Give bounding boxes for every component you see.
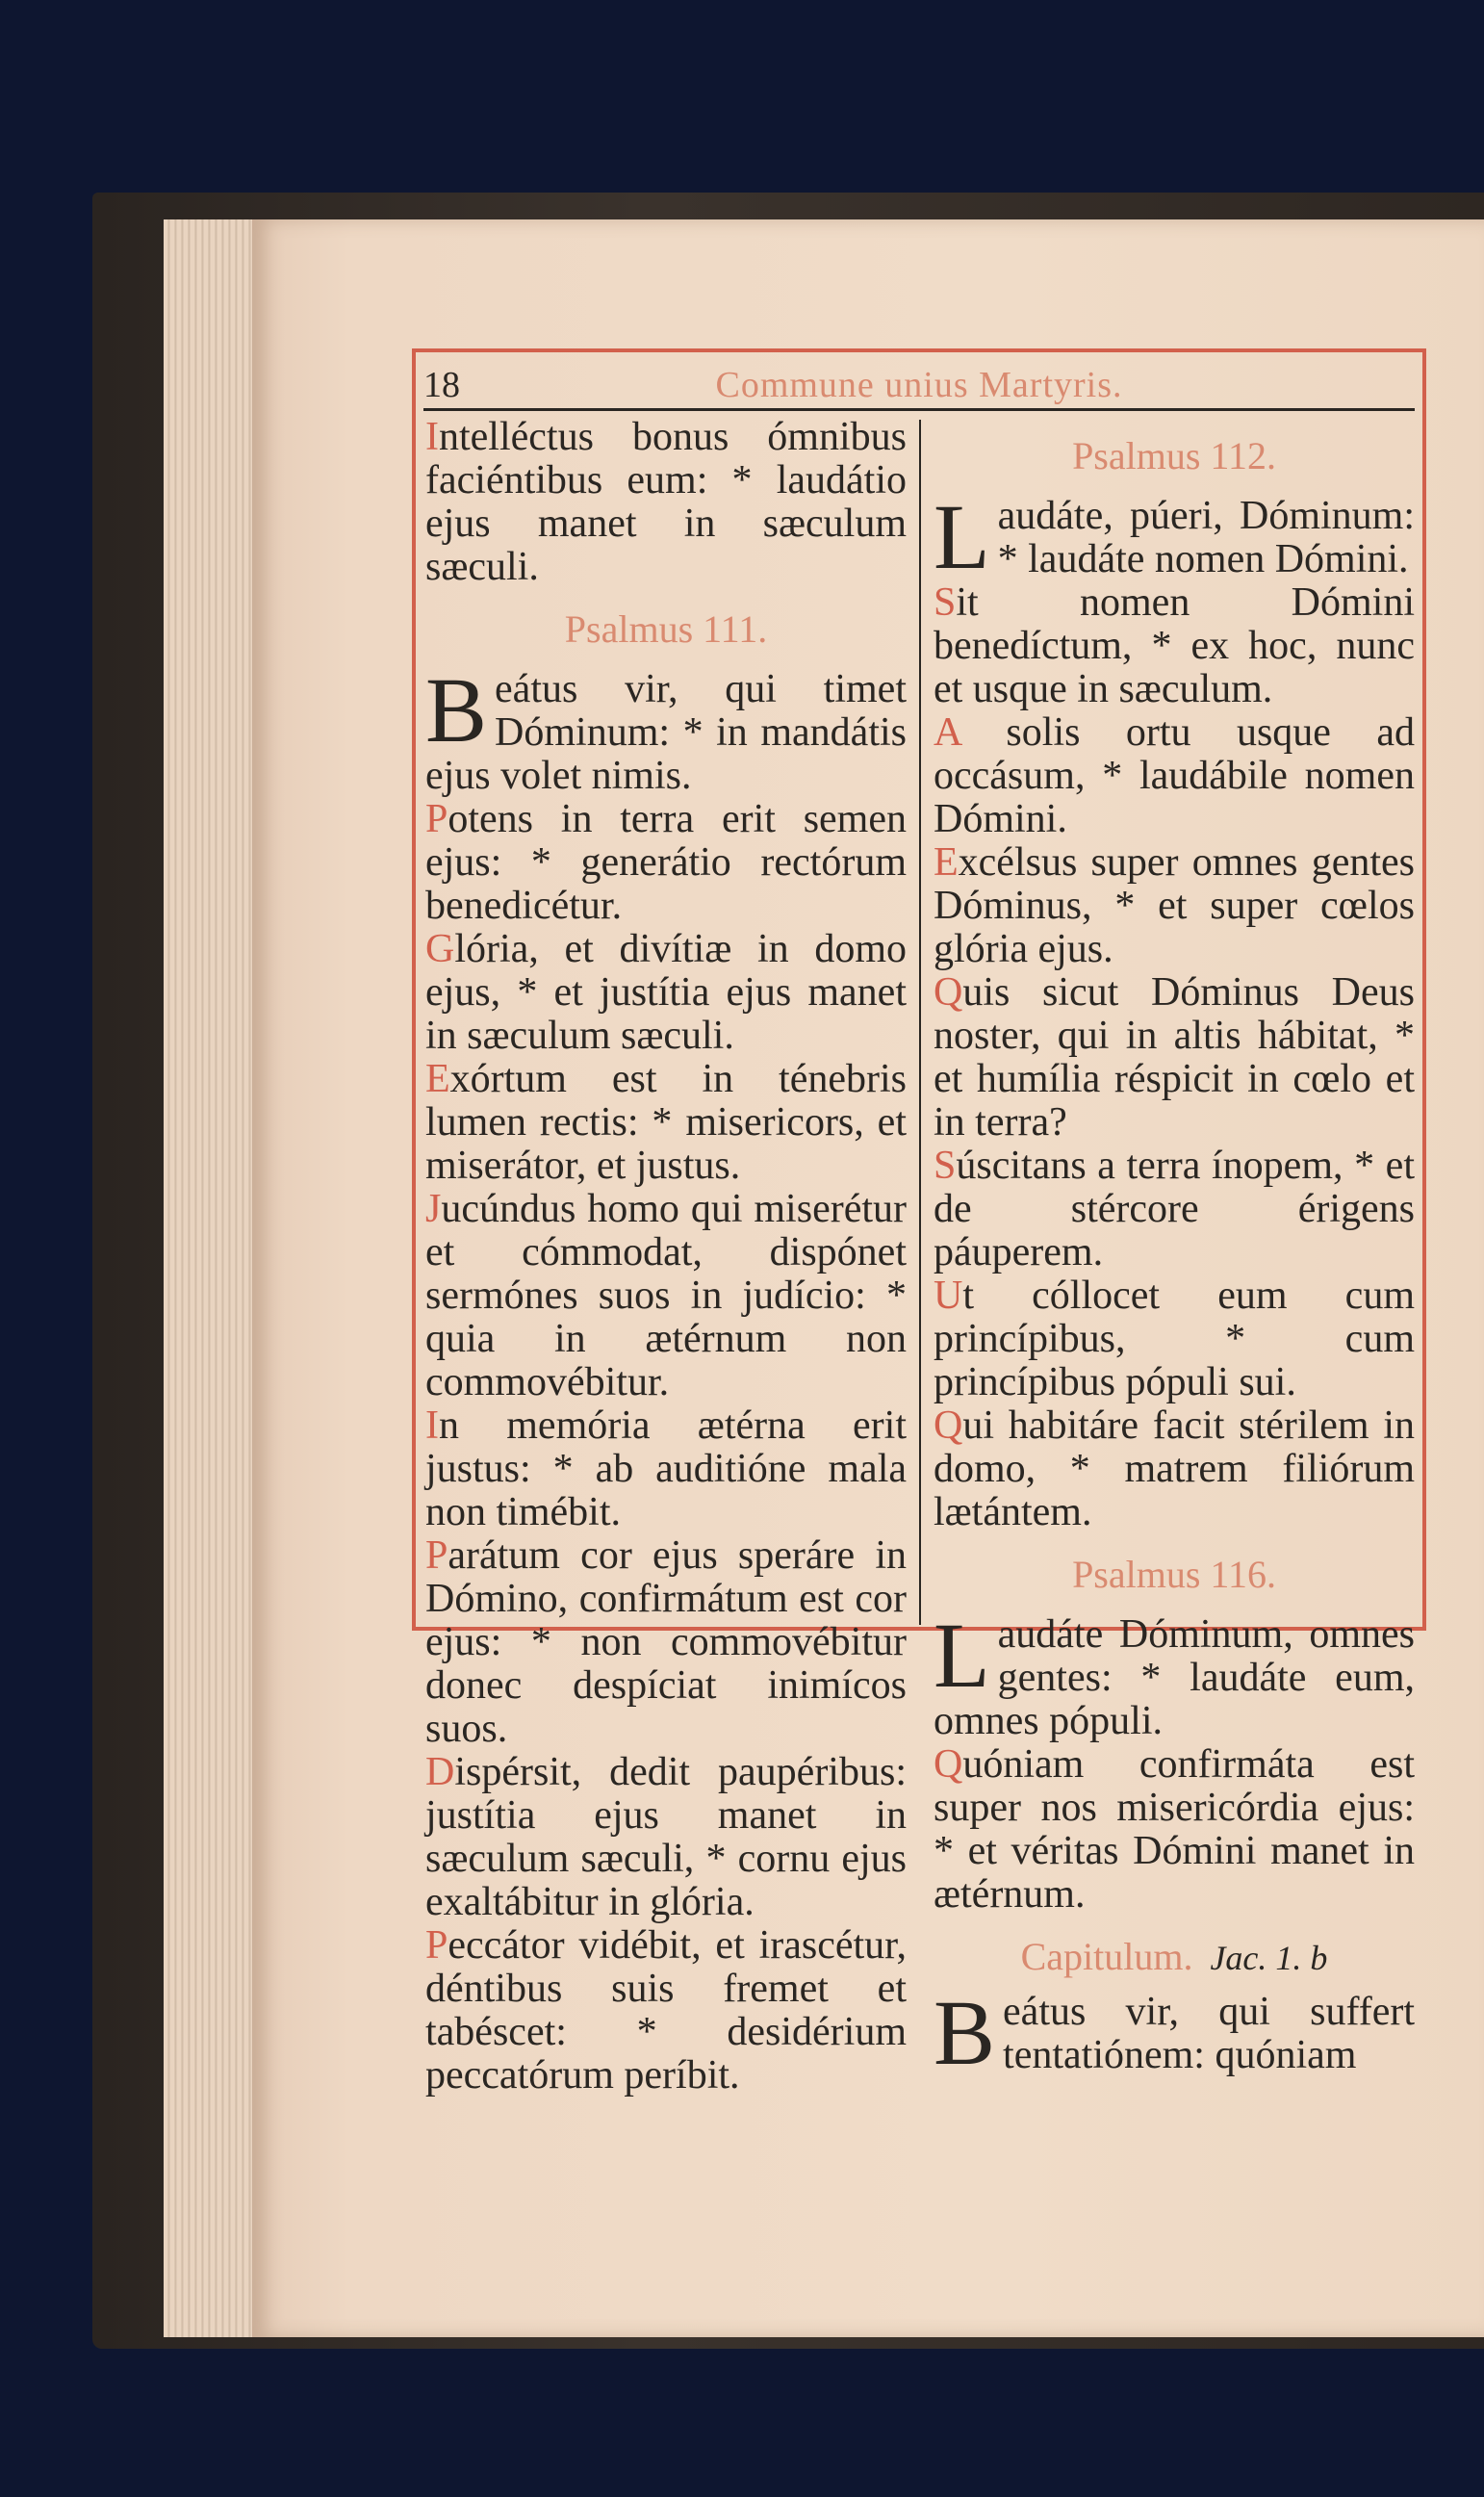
- verse-text: ucúndus homo qui miserétur et cómmodat, dispónet sermónes suos in judício: * quia in ætérnum non commovébitur.: [425, 1187, 907, 1404]
- verse-text: eátus vir, qui suffert tentatiónem: quóniam: [1003, 1990, 1415, 2077]
- verse-text: solis ortu usque ad occásum, * laudábile nomen Dómini.: [934, 710, 1415, 841]
- verse: [425, 416, 907, 589]
- verse: [934, 1274, 1415, 1404]
- verse-initial: E: [934, 840, 959, 885]
- verse-text: audáte Dóminum, omnes gentes: * laudáte eum, omnes pópuli.: [934, 1612, 1415, 1743]
- verse-text: eátus vir, qui timet Dóminum: * in mandátis ejus volet nimis.: [425, 667, 907, 798]
- verse: [425, 1188, 907, 1404]
- verse-initial: J: [425, 1187, 442, 1231]
- verse: [934, 1145, 1415, 1274]
- verse-initial: S: [934, 1144, 957, 1188]
- verse-with-dropcap: [934, 485, 1415, 588]
- chapter-reference: Jac. 1. b: [1210, 1939, 1328, 1977]
- verse-text: arátum cor ejus speráre in Dómino, confirmátum est cor ejus: * non commovébitur donec despíciat inimícos suos.: [425, 1533, 907, 1751]
- running-title: Commune unius Martyris.: [715, 365, 1123, 405]
- verse-text: ispérsit, dedit paupéribus: justítia ejus manet in sæculum sæculi, * cornu ejus exaltábitur in glória.: [425, 1750, 907, 1924]
- verse-text: otens in terra erit semen ejus: * generátio rectórum benedicétur.: [425, 797, 907, 928]
- column-divider: [919, 420, 921, 1625]
- verse-with-dropcap: [425, 658, 907, 798]
- chapter-label: Capitulum.: [1020, 1935, 1193, 1978]
- verse-text: n memória ætérna erit justus: * ab auditióne mala non timébit.: [425, 1403, 907, 1534]
- verse-initial: D: [425, 1750, 455, 1794]
- verse-initial: P: [425, 1533, 448, 1578]
- verse: [934, 841, 1415, 971]
- verse: [425, 1534, 907, 1751]
- verse-text: ui habitáre facit stérilem in domo, * matrem filiórum lætántem.: [934, 1403, 1415, 1534]
- verse-text: xcélsus super omnes gentes Dóminus, * et super cœlos glória ejus.: [934, 840, 1415, 971]
- verse: [934, 711, 1415, 841]
- page-number: 18: [423, 365, 460, 405]
- drop-capital: L: [934, 485, 990, 588]
- verse-text: uis sicut Dóminus Deus noster, qui in altis hábitat, * et humília réspicit in cœlo et in terra?: [934, 970, 1415, 1145]
- verse-initial: S: [934, 580, 957, 625]
- left-column: [425, 416, 907, 2098]
- verse-text: audáte, púeri, Dóminum: * laudáte nomen Dómini.: [997, 494, 1415, 581]
- verse-initial: A: [934, 710, 961, 755]
- verse-initial: P: [425, 797, 448, 841]
- verse: [425, 1751, 907, 1924]
- verse-initial: G: [425, 927, 455, 971]
- verse: [934, 971, 1415, 1145]
- verse-initial: I: [425, 1403, 439, 1448]
- verse-initial: U: [934, 1274, 963, 1318]
- verse-text: t cóllocet eum cum princípibus, * cum princípibus pópuli sui.: [934, 1274, 1415, 1404]
- verse: [425, 1404, 907, 1534]
- verse-text: it nomen Dómini benedíctum, * ex hoc, nunc et usque in sæculum.: [934, 580, 1415, 711]
- verse-text: eccátor vidébit, et irascétur, déntibus suis fremet et tabéscet: * desidérium peccatórum períbit.: [425, 1923, 907, 2098]
- verse-text: lória, et divítiæ in domo ejus, * et justítia ejus manet in sæculum sæculi.: [425, 927, 907, 1058]
- verse: [425, 1058, 907, 1188]
- verse: [934, 581, 1415, 711]
- page-edges: [164, 219, 260, 2337]
- verse-initial: P: [425, 1923, 448, 1968]
- verse-initial: Q: [934, 1742, 963, 1787]
- verse: [934, 1743, 1415, 1917]
- verse: [425, 798, 907, 928]
- psalm-title: Psalmus 112.: [1072, 434, 1276, 477]
- psalm-title: Psalmus 116.: [1072, 1553, 1276, 1596]
- verse: [934, 1404, 1415, 1534]
- verse-text: xórtum est in ténebris lumen rectis: * misericors, et miserátor, et justus.: [425, 1057, 907, 1188]
- verse-initial: Q: [934, 1403, 963, 1448]
- verse-initial: I: [425, 415, 439, 459]
- verse-initial: E: [425, 1057, 450, 1101]
- verse-text: ntelléctus bonus ómnibus faciéntibus eum: * laudátio ejus manet in sæculum sæculi.: [425, 415, 907, 589]
- verse-text: úscitans a terra ínopem, * et de stércore érigens páuperem.: [934, 1144, 1415, 1274]
- verse-with-dropcap: [934, 1604, 1415, 1743]
- verse: [425, 928, 907, 1058]
- verse-initial: Q: [934, 970, 963, 1015]
- psalm-title: Psalmus 111.: [564, 607, 768, 651]
- verse-with-dropcap: [934, 1981, 1415, 2084]
- verse-text: uóniam confirmáta est super nos misericórdia ejus: * et véritas Dómini manet in ætérnum.: [934, 1742, 1415, 1917]
- header-rule: [423, 408, 1415, 411]
- drop-capital: B: [934, 1981, 996, 2084]
- chapter-title: [934, 1934, 1415, 1981]
- drop-capital: B: [425, 658, 488, 761]
- right-column: [934, 416, 1415, 2084]
- verse: [425, 1924, 907, 2098]
- drop-capital: L: [934, 1604, 990, 1707]
